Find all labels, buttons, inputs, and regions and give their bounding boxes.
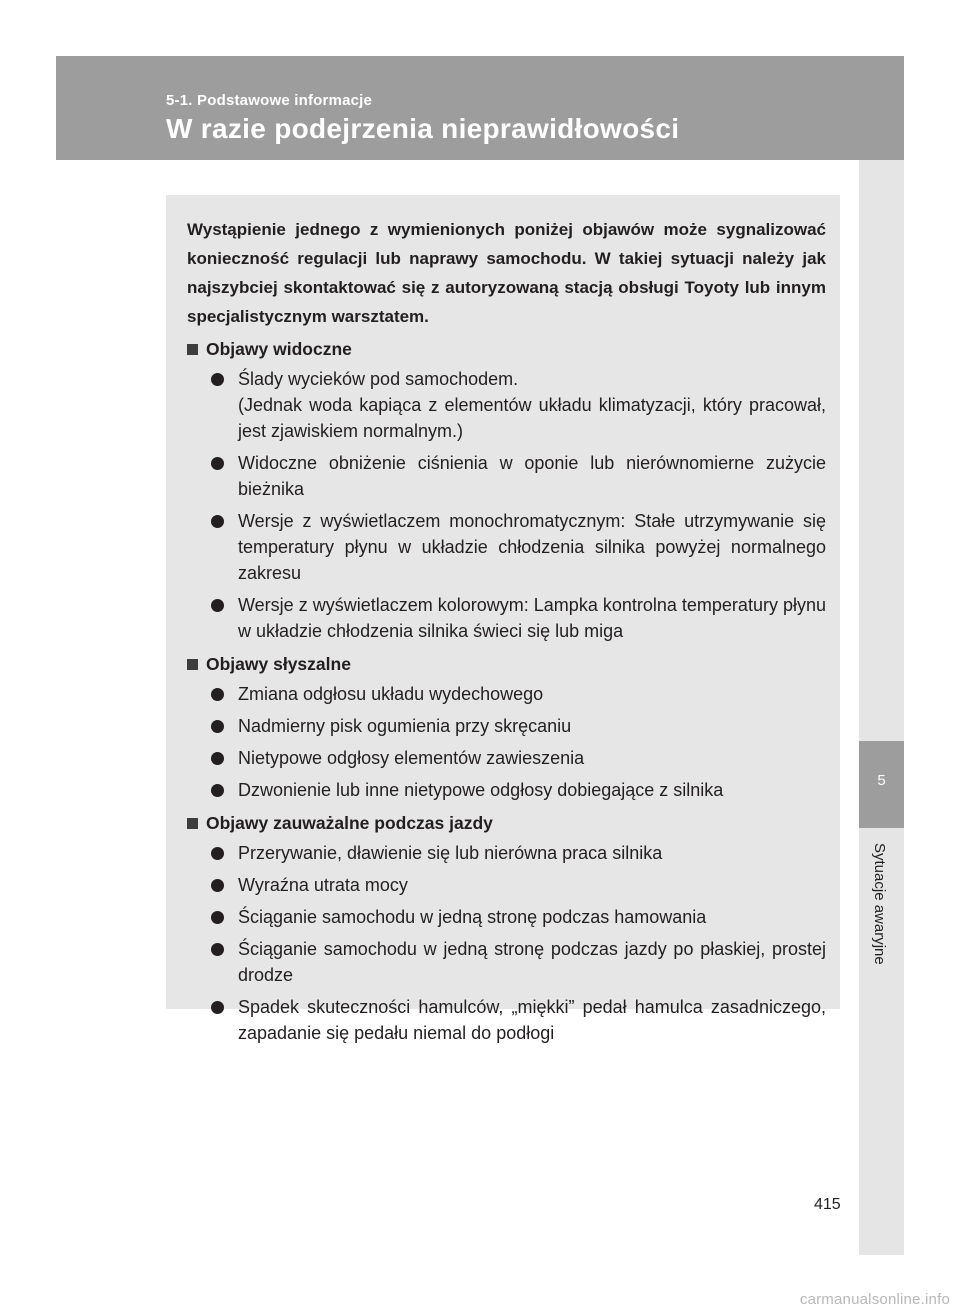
symptom-section bbox=[187, 335, 826, 644]
section-heading bbox=[187, 650, 826, 679]
list-item-text: Ściąganie samochodu w jedną stronę podczas hamowania bbox=[238, 907, 707, 927]
content-box bbox=[166, 195, 840, 1043]
watermark: carmanualsonline.info bbox=[799, 1291, 950, 1308]
list-item-text: Widoczne obniżenie ciśnienia w oponie lub nierównomierne zużycie bieżnika bbox=[238, 453, 826, 499]
dot-bullet-icon bbox=[211, 847, 224, 860]
dot-bullet-icon bbox=[211, 720, 224, 733]
symptom-section bbox=[187, 650, 826, 803]
symptom-section bbox=[187, 809, 826, 1046]
list-item-text: Zmiana odgłosu układu wydechowego bbox=[238, 684, 544, 704]
dot-bullet-icon bbox=[211, 457, 224, 470]
list-item bbox=[187, 366, 826, 444]
list-item bbox=[187, 745, 826, 771]
section-heading-text: Objawy widoczne bbox=[206, 339, 352, 359]
list-item bbox=[187, 840, 826, 866]
list-item bbox=[187, 450, 826, 502]
symptom-sections bbox=[187, 335, 826, 1046]
list-item bbox=[187, 508, 826, 586]
list-item-text: Wersje z wyświetlaczem kolorowym: Lampka kontrolna temperatury płynu w układzie chłodzenia silnika świeci się lub miga bbox=[238, 595, 826, 641]
list-item bbox=[187, 777, 826, 803]
section-heading-text: Objawy słyszalne bbox=[206, 654, 351, 674]
list-item-text: Dzwonienie lub inne nietypowe odgłosy dobiegające z silnika bbox=[238, 780, 724, 800]
page-title: W razie podejrzenia nieprawidłowości bbox=[166, 113, 680, 144]
section-heading-text: Objawy zauważalne podczas jazdy bbox=[206, 813, 493, 833]
dot-bullet-icon bbox=[211, 784, 224, 797]
list-item bbox=[187, 713, 826, 739]
list-item-text: Wersje z wyświetlaczem monochromatycznym: Stałe utrzymywanie się temperatury płynu w układzie chłodzenia silnika powyżej normalnego zakresu bbox=[238, 511, 826, 583]
list-item-text: Wyraźna utrata mocy bbox=[238, 875, 408, 895]
list-item bbox=[187, 994, 826, 1046]
page-number: 415 bbox=[814, 1196, 841, 1213]
list-item-text: (Jednak woda kapiąca z elementów układu klimatyzacji, który pracował, jest zjawiskiem normalnym.) bbox=[238, 395, 826, 441]
square-bullet-icon bbox=[187, 344, 198, 355]
list-item-text: Przerywanie, dławienie się lub nierówna praca silnika bbox=[238, 843, 663, 863]
section-label: 5-1. Podstawowe informacje bbox=[166, 92, 373, 109]
square-bullet-icon bbox=[187, 818, 198, 829]
list-item-text: Spadek skuteczności hamulców, „miękki” pedał hamulca zasadniczego, zapadanie się pedału niemal do podłogi bbox=[238, 997, 826, 1043]
dot-bullet-icon bbox=[211, 688, 224, 701]
intro-paragraph: Wystąpienie jednego z wymienionych poniżej objawów może sygnalizować konieczność regulacji lub naprawy samochodu. W takiej sytuacji należy jak najszybciej skontaktować się z autoryzowaną stacją obsługi Toyoty lub innym specjalistycznym warsztatem. bbox=[187, 220, 826, 326]
list-item-text: Nietypowe odgłosy elementów zawieszenia bbox=[238, 748, 585, 768]
list-item-text: Ślady wycieków pod samochodem. bbox=[238, 369, 519, 389]
dot-bullet-icon bbox=[211, 373, 224, 386]
list-item bbox=[187, 872, 826, 898]
list-item bbox=[187, 904, 826, 930]
side-strip bbox=[859, 160, 904, 1255]
dot-bullet-icon bbox=[211, 599, 224, 612]
list-item-text: Nadmierny pisk ogumienia przy skręcaniu bbox=[238, 716, 572, 736]
chapter-number: 5 bbox=[877, 772, 886, 789]
section-heading bbox=[187, 335, 826, 364]
chapter-title: Sytuacje awaryjne bbox=[871, 843, 888, 965]
section-heading bbox=[187, 809, 826, 838]
dot-bullet-icon bbox=[211, 943, 224, 956]
square-bullet-icon bbox=[187, 659, 198, 670]
list-item bbox=[187, 681, 826, 707]
dot-bullet-icon bbox=[211, 515, 224, 528]
list-item-text: Ściąganie samochodu w jedną stronę podczas jazdy po płaskiej, prostej drodze bbox=[238, 939, 826, 985]
list-item bbox=[187, 592, 826, 644]
dot-bullet-icon bbox=[211, 1001, 224, 1014]
list-item bbox=[187, 936, 826, 988]
dot-bullet-icon bbox=[211, 752, 224, 765]
dot-bullet-icon bbox=[211, 911, 224, 924]
dot-bullet-icon bbox=[211, 879, 224, 892]
